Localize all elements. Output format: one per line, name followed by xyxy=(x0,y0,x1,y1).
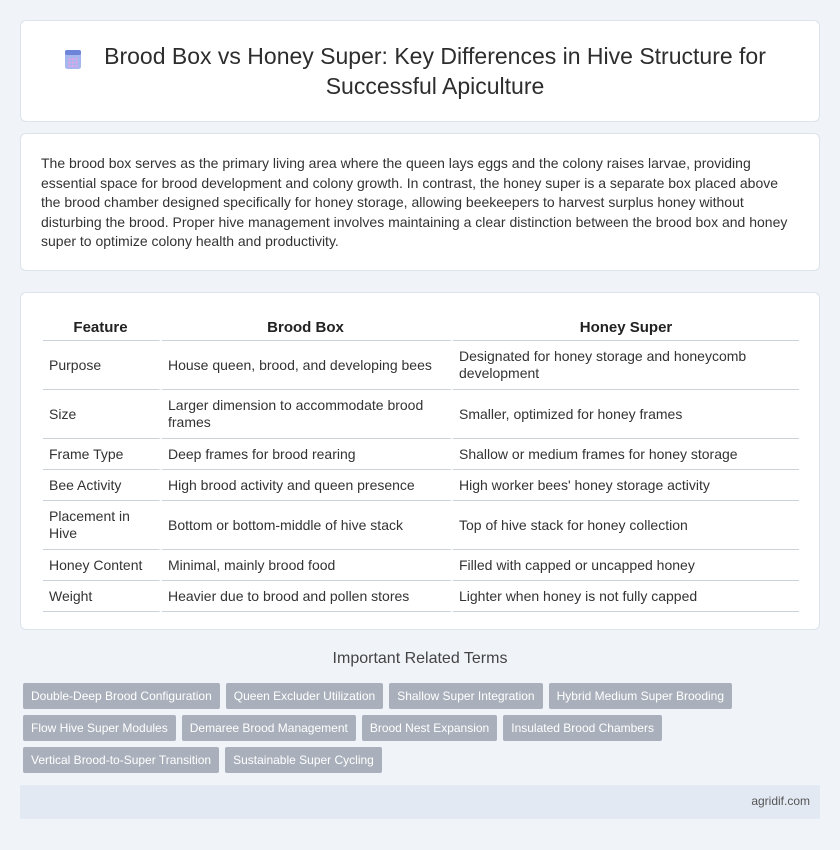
related-terms-list xyxy=(23,683,823,773)
table-header-row xyxy=(43,317,799,341)
footer xyxy=(20,785,820,819)
honey-super-cell: Smaller, optimized for honey frames xyxy=(453,390,799,439)
honey-super-cell: Top of hive stack for honey collection xyxy=(453,501,799,550)
table-row xyxy=(43,550,799,581)
table-row xyxy=(43,470,799,501)
related-term-tag[interactable]: Double-Deep Brood Configuration xyxy=(23,683,220,709)
feature-cell: Bee Activity xyxy=(43,470,162,501)
feature-cell: Placement in Hive xyxy=(43,501,162,550)
title-card xyxy=(20,20,820,122)
brood-box-cell: House queen, brood, and developing bees xyxy=(162,341,453,390)
table-row xyxy=(43,501,799,550)
table-row xyxy=(43,439,799,470)
related-term-tag[interactable]: Shallow Super Integration xyxy=(389,683,542,709)
page-title: Brood Box vs Honey Super: Key Differences in Hive Structure for Successful Apiculture xyxy=(104,43,766,99)
related-term-tag[interactable]: Flow Hive Super Modules xyxy=(23,715,176,741)
brood-box-cell: Heavier due to brood and pollen stores xyxy=(162,581,453,612)
column-header-brood-box: Brood Box xyxy=(162,317,453,341)
related-term-tag[interactable]: Queen Excluder Utilization xyxy=(226,683,383,709)
table-row xyxy=(43,390,799,439)
related-term-tag[interactable]: Hybrid Medium Super Brooding xyxy=(549,683,732,709)
honey-super-cell: Designated for honey storage and honeycomb development xyxy=(453,341,799,390)
related-term-tag[interactable]: Brood Nest Expansion xyxy=(362,715,497,741)
related-term-tag[interactable]: Vertical Brood-to-Super Transition xyxy=(23,747,219,773)
feature-cell: Purpose xyxy=(43,341,162,390)
related-term-tag[interactable]: Sustainable Super Cycling xyxy=(225,747,382,773)
brood-box-cell: Minimal, mainly brood food xyxy=(162,550,453,581)
comparison-table xyxy=(43,317,799,612)
intro-paragraph: The brood box serves as the primary living area where the queen lays eggs and the colony raises larvae, providing essential space for brood development and colony growth. In contrast, the honey super is a separate box placed above the brood chamber designed specifically for honey storage, allowing beekeepers to harvest surplus honey without disturbing the brood. Proper hive management involves maintaining a clear distinction between the brood box and honey super to optimize colony health and productivity. xyxy=(41,155,788,249)
feature-cell: Weight xyxy=(43,581,162,612)
intro-card xyxy=(20,133,820,271)
feature-cell: Honey Content xyxy=(43,550,162,581)
honey-super-cell: High worker bees' honey storage activity xyxy=(453,470,799,501)
honey-super-cell: Lighter when honey is not fully capped xyxy=(453,581,799,612)
feature-cell: Frame Type xyxy=(43,439,162,470)
related-term-tag[interactable]: Insulated Brood Chambers xyxy=(503,715,662,741)
honey-super-cell: Shallow or medium frames for honey storage xyxy=(453,439,799,470)
table-row xyxy=(43,341,799,390)
brood-box-cell: High brood activity and queen presence xyxy=(162,470,453,501)
brood-box-cell: Deep frames for brood rearing xyxy=(162,439,453,470)
table-row xyxy=(43,581,799,612)
column-header-feature: Feature xyxy=(43,317,162,341)
honey-super-cell: Filled with capped or uncapped honey xyxy=(453,550,799,581)
comparison-card xyxy=(20,292,820,630)
related-terms-heading: Important Related Terms xyxy=(332,650,508,667)
related-term-tag[interactable]: Demaree Brood Management xyxy=(182,715,356,741)
column-header-honey-super: Honey Super xyxy=(453,317,799,341)
footer-site-link[interactable]: agridif.com xyxy=(751,794,810,808)
feature-cell: Size xyxy=(43,390,162,439)
brood-box-cell: Larger dimension to accommodate brood frames xyxy=(162,390,453,439)
brood-box-cell: Bottom or bottom-middle of hive stack xyxy=(162,501,453,550)
